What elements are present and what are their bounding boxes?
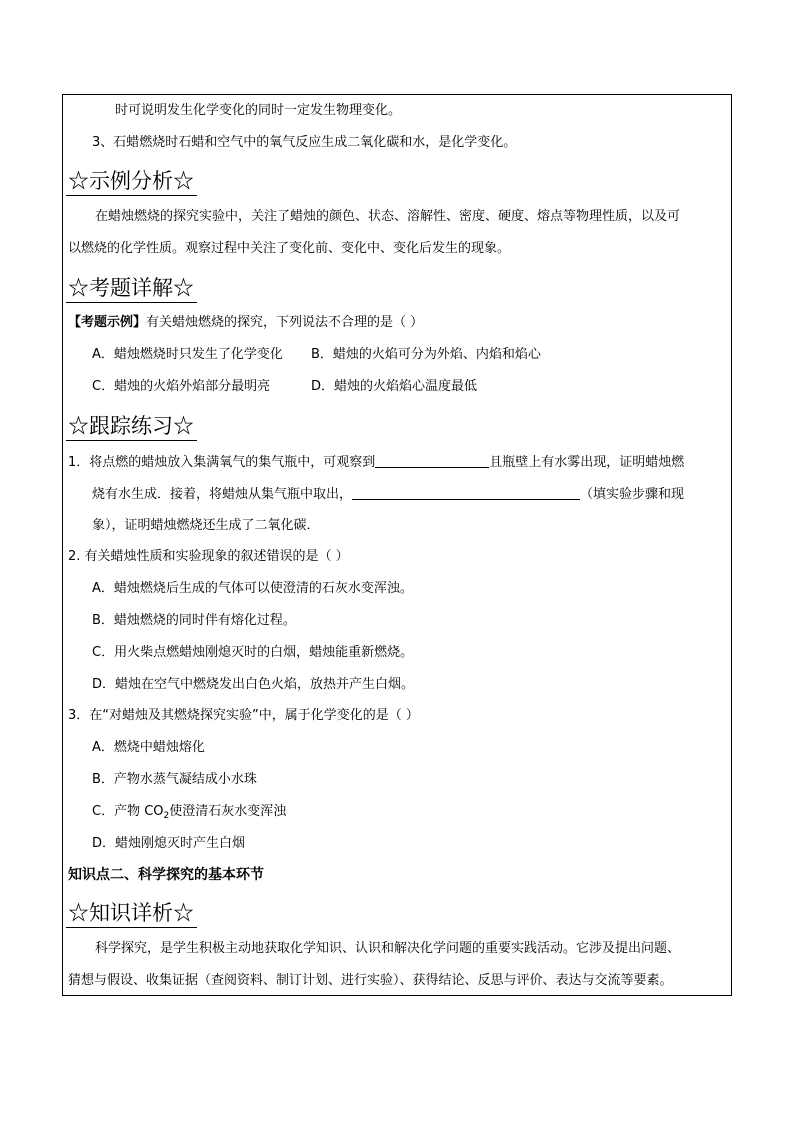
heading-underline	[66, 302, 197, 303]
example-analysis-line-1: 在蜡烛燃烧的探究实验中，关注了蜡烛的颜色、状态、溶解性、密度、硬度、熔点等物理性质，以及可	[95, 209, 681, 224]
example-analysis-line-2: 以燃烧的化学性质。观察过程中关注了变化前、变化中、变化后发生的现象。	[68, 241, 511, 256]
exam-option-d: D．蜡烛的火焰焰心温度最低	[311, 379, 478, 394]
practice-q3-stem: 3．在“对蜡烛及其燃烧探究实验”中，属于化学变化的是（ ）	[68, 708, 419, 723]
exam-option-b: B．蜡烛的火焰可分为外焰、内焰和焰心	[311, 347, 541, 362]
q3-option-c-post: 使澄清石灰水变浑浊	[169, 804, 287, 819]
q1-text-a: 1．将点燃的蜡烛放入集满氧气的集气瓶中，可观察到	[68, 455, 376, 470]
q1-text-b: 且瓶壁上有水雾出现，证明蜡烛燃	[489, 455, 685, 470]
heading-underline	[66, 195, 197, 196]
heading-underline	[66, 927, 197, 928]
heading-knowledge-detail: ☆知识详析☆	[68, 901, 194, 925]
practice-q2-stem: 2. 有关蜡烛性质和实验现象的叙述错误的是（ ）	[68, 549, 349, 564]
intro-line-continuation: 时可说明发生化学变化的同时一定发生物理变化。	[115, 103, 402, 118]
q3-option-c-pre: C．产物 CO	[92, 804, 164, 819]
practice-q2-option-d: D．蜡烛在空气中燃烧发出白色火焰，放热并产生白烟。	[92, 677, 415, 692]
q1-text-d: （填实验步骤和现	[580, 487, 685, 502]
exam-stem-text: 有关蜡烛燃烧的探究，下列说法不合理的是（ ）	[146, 315, 424, 330]
practice-q2-option-b: B．蜡烛燃烧的同时伴有熔化过程。	[92, 613, 296, 628]
exam-option-a: A．蜡烛燃烧时只发生了化学变化	[92, 347, 283, 362]
knowledge-line-2: 猜想与假设、收集证据（查阅资料、制订计划、进行实验）、获得结论、反思与评价、表达与交流等要素。	[68, 973, 673, 988]
practice-q3-option-a: A．燃烧中蜡烛熔化	[92, 740, 205, 755]
practice-q1-line-3: 象），证明蜡烛燃烧还生成了二氧化碳．	[92, 518, 320, 533]
heading-exam-explanation: ☆考题详解☆	[68, 276, 194, 300]
intro-line-3: 3、石蜡燃烧时石蜡和空气中的氧气反应生成二氧化碳和水，是化学变化。	[92, 135, 517, 150]
knowledge-point-title: 知识点二、科学探究的基本环节	[68, 867, 264, 883]
practice-q2-option-a: A．蜡烛燃烧后生成的气体可以使澄清的石灰水变浑浊。	[92, 581, 413, 596]
content-frame	[62, 94, 732, 996]
practice-q3-option-d: D．蜡烛刚熄灭时产生白烟	[92, 836, 246, 851]
q1-text-c: 烧有水生成．接着，将蜡烛从集气瓶中取出，	[92, 487, 353, 502]
q1-answer-blank-1[interactable]	[375, 453, 489, 468]
practice-q3-option-b: B．产物水蒸气凝结成小水珠	[92, 772, 257, 787]
heading-practice: ☆跟踪练习☆	[68, 414, 194, 438]
exam-option-c: C．蜡烛的火焰外焰部分最明亮	[92, 379, 271, 394]
exam-question-stem	[68, 314, 423, 332]
q3-option-c-subscript: 2	[163, 811, 170, 821]
practice-q1-line-2	[92, 485, 684, 504]
practice-q2-option-c: C．用火柴点燃蜡烛刚熄灭时的白烟，蜡烛能重新燃烧。	[92, 645, 414, 660]
exam-tag: 【考题示例】	[68, 315, 147, 330]
practice-q3-option-c	[92, 803, 286, 821]
heading-underline	[66, 440, 197, 441]
heading-example-analysis: ☆示例分析☆	[68, 169, 194, 193]
practice-q1-line-1	[68, 453, 684, 472]
q1-answer-blank-2[interactable]	[352, 485, 580, 500]
knowledge-line-1: 科学探究，是学生积极主动地获取化学知识、认识和解决化学问题的重要实践活动。它涉及提出问题、	[95, 941, 681, 956]
